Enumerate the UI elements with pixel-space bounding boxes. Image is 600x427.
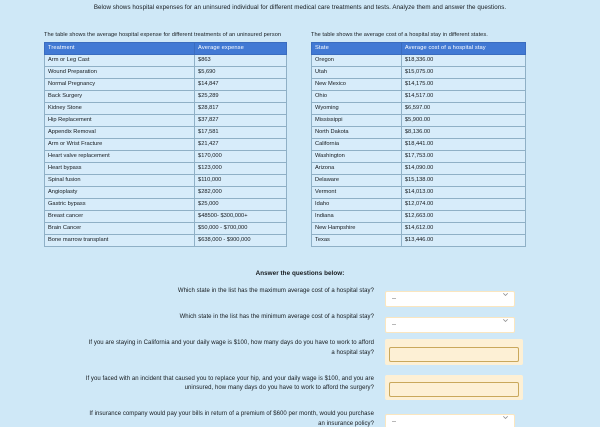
table-row — [45, 223, 287, 235]
input-wrapper — [385, 375, 523, 401]
table-cell-label: Utah — [312, 67, 402, 79]
question-label: If you are staying in California and your daily wage is $100, how many days do you have to work to afford a hospital stay? — [88, 340, 374, 356]
table-cell-value: $18,336.00 — [401, 55, 525, 67]
table-cell-label: Ohio — [312, 91, 402, 103]
table-row — [312, 163, 526, 175]
select-wrapper — [385, 313, 515, 329]
question-label: If you faced with an incident that caused you to replace your hip, and your daily wage is $100, and you are uninsured, how many days do you have to work to afford the surgery? — [85, 375, 374, 391]
treatments-table — [44, 42, 287, 247]
table-cell-label: Gastric bypass — [45, 199, 195, 211]
table-cell-value: $8,136.00 — [401, 127, 525, 139]
answer-select-5[interactable] — [385, 414, 515, 427]
table-cell-label: Back Surgery — [45, 91, 195, 103]
table-row — [312, 235, 526, 247]
questions-list — [0, 287, 600, 427]
table-row — [45, 67, 287, 79]
table-cell-label: Heart bypass — [45, 163, 195, 175]
question-label: Which state in the list has the minimum average cost of a hospital stay? — [179, 314, 374, 320]
table-cell-value: $17,753.00 — [401, 151, 525, 163]
table-cell-label: Idaho — [312, 199, 402, 211]
table-cell-value: $15,075.00 — [401, 67, 525, 79]
question-control — [385, 375, 515, 401]
table-cell-label: Arm or Leg Cast — [45, 55, 195, 67]
table-cell-value: $123,000 — [195, 163, 287, 175]
states-table — [311, 42, 526, 247]
question-row — [0, 375, 600, 401]
table-cell-label: Appendix Removal — [45, 127, 195, 139]
table-cell-value: $25,289 — [195, 91, 287, 103]
table-cell-label: Texas — [312, 235, 402, 247]
table-cell-value: $863 — [195, 55, 287, 67]
question-label: If insurance company would pay your bills in return of a premium of $600 per month, would you purchase an insurance policy? — [89, 411, 374, 427]
table-cell-label: Delaware — [312, 175, 402, 187]
table-cell-label: Breast cancer — [45, 211, 195, 223]
states-table-head — [312, 43, 526, 55]
input-wrapper — [385, 339, 523, 365]
answer-select-1[interactable] — [385, 291, 515, 307]
table-row — [312, 211, 526, 223]
question-row — [0, 313, 600, 329]
table-cell-value: $638,000 - $900,000 — [195, 235, 287, 247]
table-row — [45, 151, 287, 163]
table-cell-value: $15,138.00 — [401, 175, 525, 187]
questions-heading: Answer the questions below: — [255, 270, 345, 277]
questions-section — [0, 270, 600, 427]
answer-input-4[interactable] — [389, 382, 519, 397]
table-cell-label: Spinal fusion — [45, 175, 195, 187]
intro-text: Below shows hospital expenses for an uninsured individual for different medical care treatments and tests. Analyze them and answer the questions. — [93, 4, 507, 11]
table-cell-label: Angioplasty — [45, 187, 195, 199]
table-cell-value: $21,427 — [195, 139, 287, 151]
table-cell-label: New Hampshire — [312, 223, 402, 235]
table-cell-value: $14,175.00 — [401, 79, 525, 91]
table-cell-label: Mississippi — [312, 115, 402, 127]
treatments-table-block — [44, 31, 287, 247]
states-table-body — [312, 55, 526, 247]
table-cell-value: $18,441.00 — [401, 139, 525, 151]
states-table-block — [311, 31, 526, 247]
table-cell-value: $12,074.00 — [401, 199, 525, 211]
table-cell-value: $14,612.00 — [401, 223, 525, 235]
table-cell-label: North Dakota — [312, 127, 402, 139]
table-cell-value: $12,663.00 — [401, 211, 525, 223]
table-row — [312, 199, 526, 211]
table-cell-value: $17,581 — [195, 127, 287, 139]
table-cell-label: California — [312, 139, 402, 151]
table-row — [45, 103, 287, 115]
table-cell-value: $25,000 — [195, 199, 287, 211]
table-cell-label: New Mexico — [312, 79, 402, 91]
table-cell-value: $37,827 — [195, 115, 287, 127]
question-label: Which state in the list has the maximum average cost of a hospital stay? — [177, 288, 374, 294]
table-cell-label: Kidney Stone — [45, 103, 195, 115]
table-cell-label: Heart valve replacement — [45, 151, 195, 163]
table-cell-label: Normal Pregnancy — [45, 79, 195, 91]
table-row — [45, 187, 287, 199]
table-cell-value: $14,013.00 — [401, 187, 525, 199]
table-row — [45, 163, 287, 175]
table-cell-value: $14,090.00 — [401, 163, 525, 175]
question-row — [0, 410, 600, 427]
table-header-row — [312, 43, 526, 55]
table-row — [312, 55, 526, 67]
select-wrapper — [385, 410, 515, 426]
treatments-table-head — [45, 43, 287, 55]
table-cell-value: $282,000 — [195, 187, 287, 199]
table-row — [45, 139, 287, 151]
table-cell-value: $28,817 — [195, 103, 287, 115]
table-row — [45, 235, 287, 247]
table-cell-label: Oregon — [312, 55, 402, 67]
table-cell-label: Indiana — [312, 211, 402, 223]
table-row — [45, 127, 287, 139]
table-row — [312, 115, 526, 127]
table-row — [312, 139, 526, 151]
table-row — [312, 187, 526, 199]
table-cell-label: Bone marrow transplant — [45, 235, 195, 247]
table-row — [45, 79, 287, 91]
question-control — [385, 313, 515, 329]
question-row — [0, 287, 600, 303]
table-row — [45, 211, 287, 223]
table-row — [45, 55, 287, 67]
table-row — [312, 127, 526, 139]
table-row — [312, 79, 526, 91]
table-row — [45, 175, 287, 187]
table-cell-label: Wyoming — [312, 103, 402, 115]
answer-select-2[interactable] — [385, 317, 515, 333]
states-table-caption: The table shows the average cost of a hospital stay in different states. — [311, 32, 488, 38]
question-row — [0, 339, 600, 365]
table-row — [45, 91, 287, 103]
column-header-average-cost: Average cost of a hospital stay — [401, 43, 525, 55]
table-cell-label: Washington — [312, 151, 402, 163]
table-cell-value: $5,690 — [195, 67, 287, 79]
column-header-state: State — [312, 43, 402, 55]
table-cell-label: Brain Cancer — [45, 223, 195, 235]
table-cell-label: Arm or Wrist Fracture — [45, 139, 195, 151]
table-cell-value: $5,900.00 — [401, 115, 525, 127]
question-control — [385, 287, 515, 303]
table-cell-value: $14,847 — [195, 79, 287, 91]
table-row — [45, 115, 287, 127]
column-header-treatment: Treatment — [45, 43, 195, 55]
table-cell-value: $170,000 — [195, 151, 287, 163]
table-cell-value: $13,446.00 — [401, 235, 525, 247]
table-cell-value: $50,000 - $700,000 — [195, 223, 287, 235]
column-header-average-expense: Average expense — [195, 43, 287, 55]
table-row — [312, 91, 526, 103]
table-cell-label: Wound Preparation — [45, 67, 195, 79]
table-cell-value: $6,597.00 — [401, 103, 525, 115]
question-control — [385, 339, 515, 365]
table-cell-label: Arizona — [312, 163, 402, 175]
table-row — [312, 67, 526, 79]
treatments-table-body — [45, 55, 287, 247]
table-row — [312, 223, 526, 235]
treatments-table-caption: The table shows the average hospital expense for different treatments of an uninsured person — [44, 32, 282, 38]
table-row — [45, 199, 287, 211]
question-control — [385, 410, 515, 426]
table-header-row — [45, 43, 287, 55]
table-cell-label: Hip Replacement — [45, 115, 195, 127]
table-cell-value: $14,517.00 — [401, 91, 525, 103]
table-cell-label: Vermont — [312, 187, 402, 199]
select-wrapper — [385, 287, 515, 303]
answer-input-3[interactable] — [389, 347, 519, 362]
table-cell-value: $48500- $300,000+ — [195, 211, 287, 223]
table-row — [312, 175, 526, 187]
table-row — [312, 103, 526, 115]
table-row — [312, 151, 526, 163]
table-cell-value: $110,000 — [195, 175, 287, 187]
